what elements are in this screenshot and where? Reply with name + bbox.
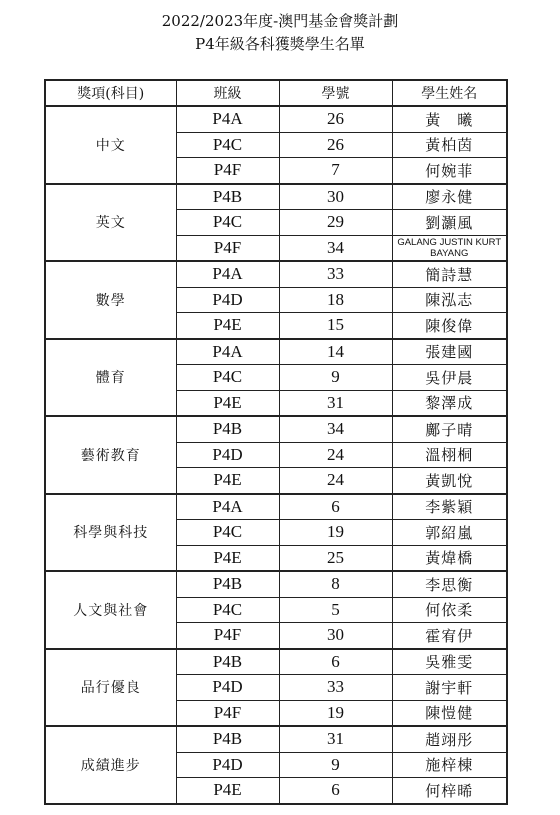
header-class: 班級 [176,80,279,106]
number-cell: 24 [279,468,392,494]
student-name-cell: 黃 曦 [392,106,507,132]
student-name-cell: 吳雅雯 [392,649,507,675]
student-name-cell [392,235,507,261]
student-name-cell: 劉灝風 [392,210,507,236]
student-name-line2: BAYANG [430,247,469,259]
document-subtitle: P4年級各科獲獎學生名單 [195,35,365,53]
student-name-cell: 溫栩桐 [392,442,507,468]
number-cell: 19 [279,520,392,546]
student-name-line1: GALANG JUSTIN KURT [397,236,502,248]
number-cell: 7 [279,158,392,184]
student-name-cell: 黃柏茵 [392,132,507,158]
class-cell: P4D [176,752,279,778]
student-name-cell: 何依柔 [392,597,507,623]
class-cell: P4D [176,675,279,701]
student-name-cell: 何婉菲 [392,158,507,184]
class-cell: P4F [176,700,279,726]
number-cell: 6 [279,649,392,675]
class-cell: P4D [176,287,279,313]
class-cell: P4F [176,158,279,184]
class-cell: P4E [176,545,279,571]
number-cell: 34 [279,235,392,261]
award-table [44,79,508,805]
number-cell: 8 [279,571,392,597]
class-cell: P4C [176,365,279,391]
subject-cell: 體育 [45,339,176,417]
header-subject: 獎項(科目) [45,80,176,106]
subject-cell: 人文與社會 [45,571,176,649]
number-cell: 31 [279,390,392,416]
table-body [45,106,507,804]
table-row [45,416,507,442]
number-cell: 14 [279,339,392,365]
class-cell: P4A [176,339,279,365]
student-name-cell: 施梓棟 [392,752,507,778]
student-name-cell: 陳俊偉 [392,313,507,339]
document-title: 2022/2023年度-澳門基金會獎計劃 [161,12,399,30]
student-name-cell: 陳愷健 [392,700,507,726]
subject-cell: 成績進步 [45,726,176,804]
number-cell: 19 [279,700,392,726]
subject-cell: 品行優良 [45,649,176,727]
class-cell: P4C [176,520,279,546]
student-name-cell: 黃煒橋 [392,545,507,571]
class-cell: P4F [176,623,279,649]
number-cell: 34 [279,416,392,442]
number-cell: 5 [279,597,392,623]
number-cell: 26 [279,106,392,132]
class-cell: P4B [176,726,279,752]
table-row [45,184,507,210]
class-cell: P4D [176,442,279,468]
number-cell: 33 [279,675,392,701]
student-name-cell: 黎澤成 [392,390,507,416]
student-name-cell: 李思衡 [392,571,507,597]
number-cell: 31 [279,726,392,752]
class-cell: P4C [176,132,279,158]
class-cell: P4A [176,261,279,287]
student-name-cell: 鄺子晴 [392,416,507,442]
number-cell: 33 [279,261,392,287]
table-row [45,649,507,675]
subject-cell: 數學 [45,261,176,339]
subject-cell: 藝術教育 [45,416,176,494]
student-name-cell: 廖永健 [392,184,507,210]
class-cell: P4A [176,494,279,520]
number-cell: 6 [279,494,392,520]
subject-cell: 科學與科技 [45,494,176,572]
number-cell: 9 [279,752,392,778]
student-name-cell: 陳泓志 [392,287,507,313]
class-cell: P4E [176,468,279,494]
number-cell: 25 [279,545,392,571]
number-cell: 30 [279,184,392,210]
number-cell: 26 [279,132,392,158]
class-cell: P4B [176,184,279,210]
number-cell: 6 [279,778,392,804]
class-cell: P4E [176,390,279,416]
student-name-cell: 謝宇軒 [392,675,507,701]
class-cell: P4C [176,210,279,236]
table-row [45,726,507,752]
table-row [45,571,507,597]
table-row [45,106,507,132]
class-cell: P4B [176,571,279,597]
table-row [45,339,507,365]
student-name-cell: 郭紹嵐 [392,520,507,546]
table-row [45,261,507,287]
number-cell: 18 [279,287,392,313]
header-name: 學生姓名 [392,80,507,106]
number-cell: 29 [279,210,392,236]
number-cell: 24 [279,442,392,468]
header-number: 學號 [279,80,392,106]
class-cell: P4B [176,649,279,675]
class-cell: P4A [176,106,279,132]
student-name-cell: 吳伊晨 [392,365,507,391]
class-cell: P4E [176,778,279,804]
student-name-cell: 趙翊彤 [392,726,507,752]
student-name-cell: 霍宥伊 [392,623,507,649]
student-name-cell: 黃凱悅 [392,468,507,494]
number-cell: 9 [279,365,392,391]
subject-cell: 中文 [45,106,176,184]
header-row [45,80,507,106]
student-name-cell: 簡詩慧 [392,261,507,287]
student-name-cell: 何梓晞 [392,778,507,804]
number-cell: 15 [279,313,392,339]
class-cell: P4F [176,235,279,261]
table-row [45,494,507,520]
student-name-cell: 張建國 [392,339,507,365]
number-cell: 30 [279,623,392,649]
student-name-cell: 李紫穎 [392,494,507,520]
class-cell: P4C [176,597,279,623]
class-cell: P4B [176,416,279,442]
subject-cell: 英文 [45,184,176,262]
class-cell: P4E [176,313,279,339]
